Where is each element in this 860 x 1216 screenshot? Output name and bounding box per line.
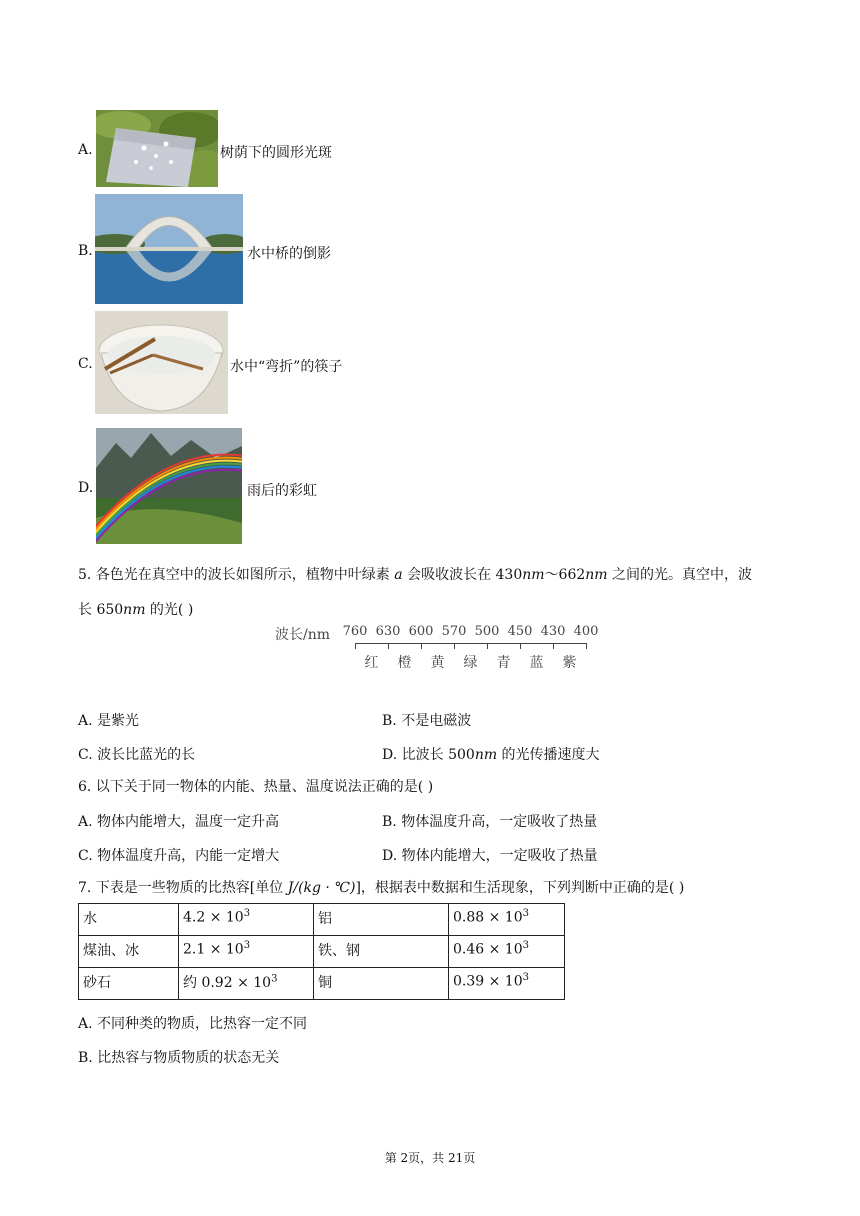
chopsticks-bowl-image [95,311,228,414]
wavelength-tick-mark [487,643,488,649]
wavelength-tick-mark [355,643,356,649]
q5-stem-line1: 5. 各色光在真空中的波长如图所示，植物中叶绿素 a 会吸收波长在 430nm～662nm 之间的光。真空中，波 [78,567,753,583]
wavelength-tick-label: 430 [540,624,566,639]
bridge-reflection-image [95,194,243,304]
wavelength-tick-mark [454,643,455,649]
q6-option-d: D. 物体内能增大，一定吸收了热量 [382,848,598,864]
table-cell: 煤油、冰 [79,936,179,968]
q7-option-a: A. 不同种类的物质，比热容一定不同 [78,1016,308,1032]
color-band-label: 绿 [463,655,478,671]
color-band-label: 蓝 [529,655,544,671]
wavelength-tick-mark [520,643,521,649]
wavelength-tick-label: 760 [342,624,368,639]
q5-option-d: D. 比波长 500nm 的光传播速度大 [382,747,600,763]
q6-option-c: C. 物体温度升高，内能一定增大 [78,848,280,864]
q6-option-a: A. 物体内能增大，温度一定升高 [78,814,280,830]
color-band-label: 橙 [397,655,412,671]
option-a-caption: 树荫下的圆形光斑 [220,145,332,161]
table-cell: 铜 [314,968,449,1000]
q5-stem-line2: 长 650nm 的光( ) [78,602,194,618]
table-cell: $2.1 \times 10^3$ [179,936,314,968]
q5-option-c: C. 波长比蓝光的长 [78,747,196,763]
table-cell: 砂石 [79,968,179,1000]
color-band-label: 红 [364,655,379,671]
option-c-caption: 水中“弯折”的筷子 [230,359,343,375]
table-row [79,904,565,936]
scale-label: 波长/nm [275,627,331,643]
table-cell: 铝 [314,904,449,936]
table-cell: $0.46 \times 10^3$ [449,936,565,968]
table-cell: $0.88 \times 10^3$ [449,904,565,936]
q5-option-b: B. 不是电磁波 [382,713,472,729]
wavelength-scale-figure [275,622,599,674]
color-band-label: 黄 [430,655,445,671]
wavelength-tick-label: 600 [408,624,434,639]
specific-heat-table [78,903,565,1000]
option-b-caption: 水中桥的倒影 [247,246,331,262]
color-band-label: 青 [496,655,511,671]
q7-stem: 7. 下表是一些物质的比热容[单位 J/(kg · ℃)]，根据表中数据和生活现象，下列判断中正确的是( ) [78,880,685,896]
wavelength-tick-mark [586,643,587,649]
wavelength-tick-label: 450 [507,624,533,639]
table-cell: $0.39 \times 10^3$ [449,968,565,1000]
wavelength-tick-mark [553,643,554,649]
rainbow-image [96,428,242,544]
q7-option-b: B. 比热容与物质物质的状态无关 [78,1050,280,1066]
table-cell: 铁、钢 [314,936,449,968]
wavelength-tick-label: 500 [474,624,500,639]
option-b-letter: B. [78,243,93,259]
wavelength-tick-mark [421,643,422,649]
color-band-label: 紫 [562,655,577,671]
wavelength-tick-label: 570 [441,624,467,639]
option-c-letter: C. [78,356,93,372]
page-footer: 第 2页，共 21页 [384,1151,476,1165]
q6-stem: 6. 以下关于同一物体的内能、热量、温度说法正确的是( ) [78,779,434,795]
wavelength-tick-label: 630 [375,624,401,639]
leaf-shadow-image [96,110,218,187]
wavelength-tick-mark [388,643,389,649]
q5-option-a: A. 是紫光 [78,713,140,729]
wavelength-tick-label: 400 [573,624,599,639]
option-d-letter: D. [78,480,94,496]
table-cell: 水 [79,904,179,936]
table-cell: $4.2 \times 10^3$ [179,904,314,936]
table-row [79,936,565,968]
table-cell: 约 $0.92 \times 10^3$ [179,968,314,1000]
table-row [79,968,565,1000]
option-a-letter: A. [78,142,93,158]
option-d-caption: 雨后的彩虹 [247,483,317,499]
q6-option-b: B. 物体温度升高，一定吸收了热量 [382,814,598,830]
